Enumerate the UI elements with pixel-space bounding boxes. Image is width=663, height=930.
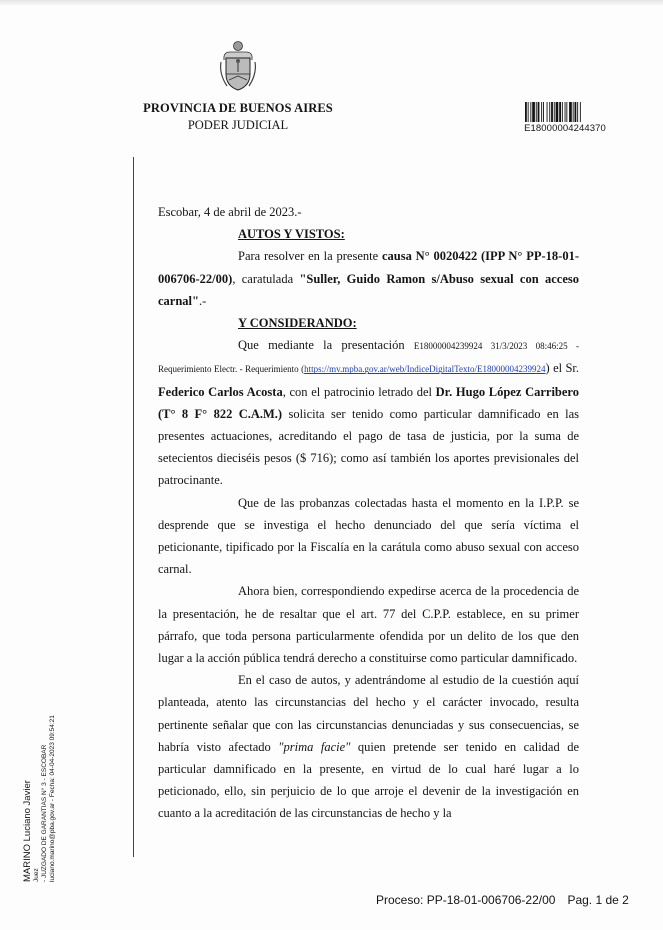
paragraph-probanzas: Que de las probanzas colectadas hasta el momento en la I.P.P. se desprende que se investiga el hecho denunciado del que sería víctima el peticionante, tipificado por la Fiscalía en la carátula como abuso sexual con acceso carnal. — [158, 495, 579, 577]
footer-page: Pag. 1 de 2 — [567, 893, 629, 907]
date-line: Escobar, 4 de abril de 2023.- — [158, 205, 302, 219]
coat-of-arms-icon — [218, 40, 258, 92]
p1-text-c: .- — [198, 293, 207, 308]
signer-email-date: luciano.marino@pba.gov.ar - Fecha: 04-04-2023 09:54:21 — [49, 715, 56, 882]
footer-proceso: Proceso: PP-18-01-006706-22/00 — [376, 893, 556, 907]
barcode-number: E18000004244370 — [524, 123, 606, 134]
lawyer-name: Dr. Hugo López Carribero (T° 8 F° 822 C.A.M.) — [158, 384, 579, 421]
document-body — [158, 201, 579, 825]
institution-header — [140, 100, 336, 134]
branch-title: PODER JUDICIAL — [187, 118, 289, 132]
paragraph-autos — [158, 669, 579, 824]
p5-text-a: En el caso de autos, y adentrándome al estudio de la cuestión aquí planteada, atento las circunstancias del hecho y el carácter invocado, resulta pertinente señalar que con las circunstancias denunciadas y sus consecuencias, se habría visto afectado — [158, 673, 579, 754]
paragraph-art77: Ahora bien, correspondiendo expedirse acerca de la procedencia de la presentación, he de resaltar que el art. 77 del C.P.P. establece, en su primer párrafo, que toda persona particularmente ofendida por un delito de los que den lugar a la acción pública tendrá derecho a constituirse como particular damnificado. — [158, 584, 579, 666]
digital-signature-stamp — [22, 642, 72, 882]
presentation-id: E18000004239924 31/3/2023 08:46:25 - Requerimiento Electr. - Requerimiento ( — [158, 341, 580, 375]
paragraph-causa — [158, 245, 579, 312]
causa-number: causa N° 0020422 (IPP N° PP-18-01-006706-22/00) — [158, 249, 579, 286]
heading-considerando — [158, 312, 579, 334]
caratula: "Suller, Guido Ramon s/Abuso sexual con acceso carnal" — [158, 271, 579, 308]
p1-text-a: Para resolver en la presente — [238, 249, 382, 264]
page-top-edge — [0, 0, 663, 6]
p2-text-c: , con el patrocinio letrado del — [282, 384, 436, 399]
province-title: PROVINCIA DE BUENOS AIRES — [143, 101, 333, 115]
page-footer — [376, 893, 629, 907]
prima-facie: "prima facie" — [278, 739, 351, 754]
barcode — [525, 102, 603, 122]
p2-text-a: Que mediante la presentación — [238, 338, 414, 353]
signer-court: - JUZGADO DE GARANTIAS N° 3 - ESCOBAR — [41, 744, 48, 882]
p1-text-b: , caratulada — [232, 271, 300, 286]
signer-role: Juez — [33, 868, 40, 882]
signer-name: MARINO Luciano Javier — [22, 780, 33, 882]
presentation-link[interactable]: https://mv.mpba.gov.ar/web/IndiceDigitalTexto/E18000004239924 — [304, 364, 546, 375]
heading-considerando-text: Y CONSIDERANDO: — [238, 316, 357, 331]
paragraph-presentation — [158, 334, 579, 491]
heading-autos — [158, 223, 579, 245]
petitioner-name: Federico Carlos Acosta — [158, 384, 283, 399]
margin-rule — [133, 157, 134, 857]
p2-text-b: ) el Sr. — [545, 361, 579, 376]
p2-text-d: solicita ser tenido como particular damnificado en las presentes actuaciones, acreditando el pago de tasa de justicia, por la suma de setecientos dieciséis pesos ($ 716); como así también los aportes previsionales del patrocinante. — [158, 406, 579, 488]
heading-autos-text: AUTOS Y VISTOS: — [238, 227, 345, 242]
p5-text-b: quien pretende ser tenido en calidad de particular damnificado en la presente, en virtud de lo cual haré lugar a lo peticionado, ello, sin perjuicio de lo que arroje el devenir de la investigación en cuanto a la acreditación de las circunstancias de hecho y la — [158, 739, 579, 821]
